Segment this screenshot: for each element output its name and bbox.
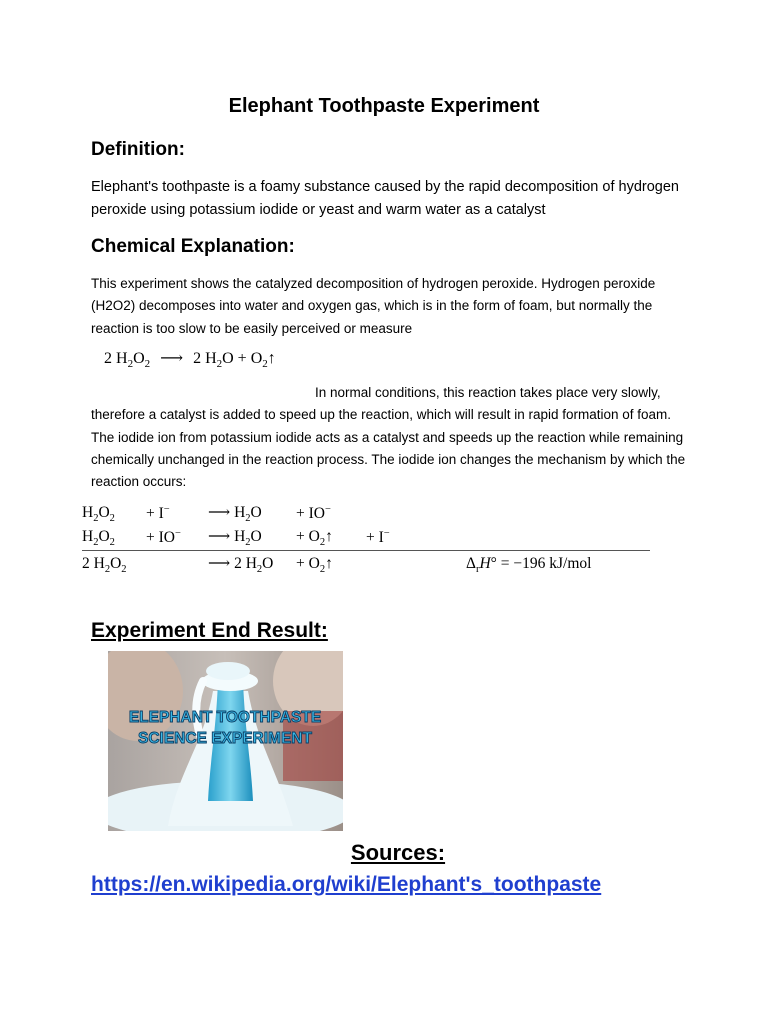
image-caption-line2: SCIENCE EXPERIMENT xyxy=(138,730,312,747)
image-caption-line1: ELEPHANT TOOTHPASTE xyxy=(128,709,322,726)
reaction-mechanism-table xyxy=(82,502,650,577)
experiment-result-image xyxy=(108,651,343,831)
page-title: Elephant Toothpaste Experiment xyxy=(228,95,540,117)
reaction-row: $H_2O_2$ + IO− ⟶ $H_2O$ + $O_2↑$ + I− xyxy=(82,527,390,549)
reaction-row-net: 2 $H_2O_2$ ⟶ 2 $H_2O$ + $O_2↑$ $\Delta_rH^\circ = -196$ kJ/mol xyxy=(82,551,650,578)
chemical-explanation-text: This experiment shows the catalyzed decomposition of hydrogen peroxide. Hydrogen peroxide (H2O2) decomposes into water and oxygen gas, which is in the form of foam, but normally the reaction is too slow to be easily perceived or measure xyxy=(91,276,656,336)
chemical-explanation-heading: Chemical Explanation: xyxy=(91,236,295,257)
sources-heading: Sources: xyxy=(350,840,446,865)
eq-arrow: ⟶ xyxy=(160,350,184,367)
reaction-row: $H_2O_2$ + I− ⟶ $H_2O$ + IO− xyxy=(82,503,331,525)
source-link[interactable]: https://en.wikipedia.org/wiki/Elephant's_toothpaste xyxy=(91,873,602,896)
definition-text: Elephant's toothpaste is a foamy substance caused by the rapid decomposition of hydrogen peroxide using potassium iodide or yeast and warm water as a catalyst xyxy=(91,179,679,218)
definition-heading: Definition: xyxy=(91,139,185,160)
eq-lhs: 2 $H_2O_2$ xyxy=(104,350,151,371)
elephant-toothpaste-photo xyxy=(108,651,343,831)
eq-rhs: 2 $H_2O$ + $O_2↑$ xyxy=(193,350,276,371)
catalyst-explanation-text: In normal conditions, this reaction takes place very slowly, therefore a catalyst is added to speed up the reaction, which will result in rapid formation of foam. The iodide ion from potassium iodide acts as a catalyst and speeds up the reaction while remaining chemically unchanged in the reaction process. The iodide ion changes the mechanism by which the reaction occurs: xyxy=(91,385,686,490)
decomposition-equation xyxy=(104,348,276,370)
result-heading: Experiment End Result: xyxy=(91,619,328,642)
